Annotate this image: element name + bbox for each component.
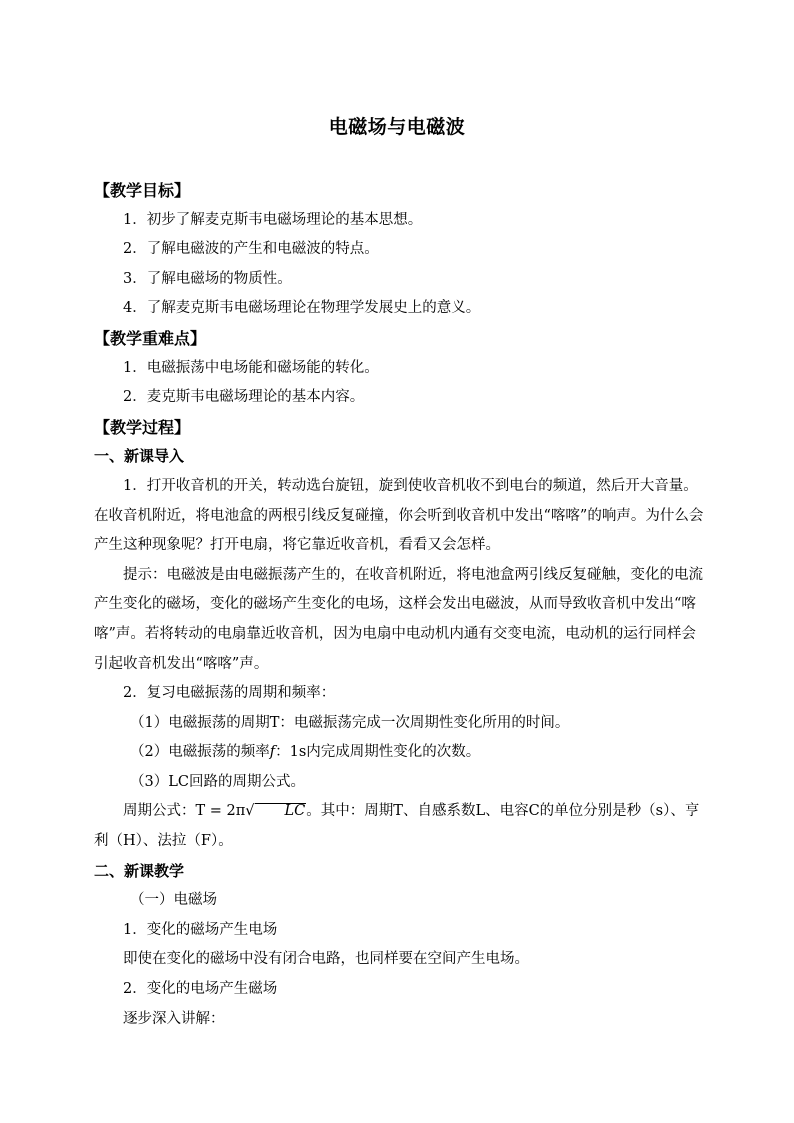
objective-item-4: 4．了解麦克斯韦电磁场理论在物理学发展史上的意义。 <box>123 300 481 317</box>
objective-item-3: 3．了解电磁场的物质性。 <box>123 270 292 287</box>
subsection-item-2-text: 逐步深入讲解： <box>123 1010 225 1027</box>
objective-item-2: 2．了解电磁波的产生和电磁波的特点。 <box>123 241 379 258</box>
sqrt-symbol: √ <box>245 803 255 820</box>
subsection-item-2: 2．变化的电场产生磁场 <box>123 981 278 998</box>
review-heading: 2．复习电磁振荡的周期和频率： <box>123 685 336 702</box>
key-points-heading: 【教学重难点】 <box>94 328 207 348</box>
part2-heading: 二、新课教学 <box>94 861 185 880</box>
frequency-symbol: f <box>269 744 276 761</box>
frequency-definition <box>94 738 708 768</box>
hint-paragraph: 提示：电磁波是由电磁振荡产生的，在收音机附近，将电池盒两引线反复碰触，变化的电流产生变化的磁场，变化的磁场产生变化的电场，这样会发出电磁波，从而导致收音机中发出“喀喀”声。若将转动的电扇靠近收音机，因为电扇中电动机内通有交变电流，电动机的运行同样会引起收音机发出“喀喀”声。 <box>94 566 703 672</box>
document-title: 电磁场与电磁波 <box>328 116 466 138</box>
subsection-electromagnetic-field: （一）电磁场 <box>130 892 217 909</box>
formula-prefix: 周期公式： <box>123 803 196 820</box>
part1-heading: 一、新课导入 <box>94 447 185 466</box>
subsection-item-1-text: 即使在变化的磁场中没有闭合电路，也同样要在空间产生电场。 <box>123 951 529 968</box>
period-formula-paragraph <box>94 797 708 856</box>
lc-period-heading: （3）LC回路的周期公式。 <box>130 773 305 790</box>
frequency-text: ：1s内完成周期性变化的次数。 <box>275 744 481 761</box>
process-heading: 【教学过程】 <box>94 417 191 437</box>
formula-radicand: LC <box>255 803 307 820</box>
formula-lhs: T = 2π <box>195 803 246 820</box>
frequency-label: （2）电磁振荡的频率 <box>130 744 270 761</box>
objectives-heading: 【教学目标】 <box>94 181 191 200</box>
subsection-item-1: 1．变化的磁场产生电场 <box>123 921 278 938</box>
objective-item-1: 1．初步了解麦克斯韦电磁场理论的基本思想。 <box>123 211 423 228</box>
formula-suffix: 。其中：周期T、自感系数L、电容C的单位分别是秒（s）、亨利（H）、法拉（F）。 <box>94 803 700 850</box>
document-body <box>94 176 708 1034</box>
period-definition: （1）电磁振荡的周期T：电磁振荡完成一次周期性变化所用的时间。 <box>130 714 570 731</box>
intro-paragraph: 1．打开收音机的开关，转动选台旋钮，旋到使收音机收不到电台的频道，然后开大音量。在收音机附近，将电池盒的两根引线反复碰撞，你会听到收音机中发出“喀喀”的响声。为什么会产生这种现象呢？打开电扇，将它靠近收音机，看看又会怎样。 <box>94 477 704 554</box>
key-point-item-2: 2．麦克斯韦电磁场理论的基本内容。 <box>123 389 365 406</box>
key-point-item-1: 1．电磁振荡中电场能和磁场能的转化。 <box>123 359 379 376</box>
